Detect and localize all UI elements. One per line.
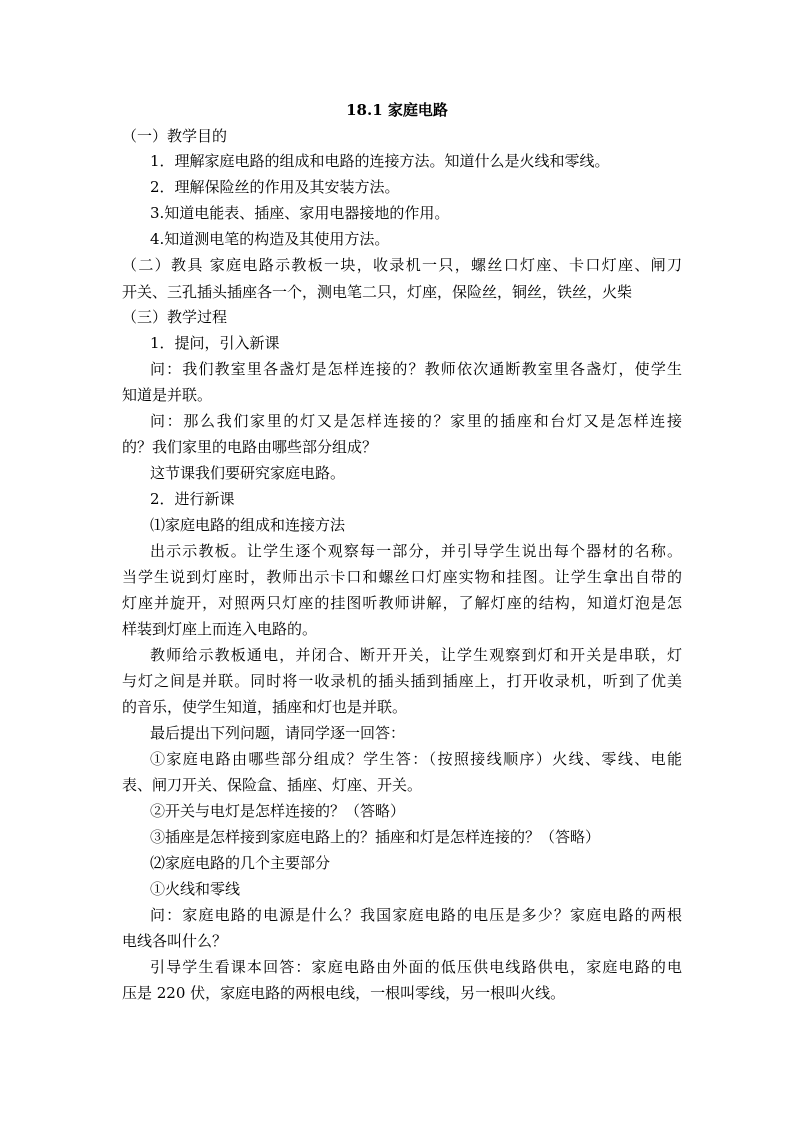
paragraph-line: 教师给示教板通电，并闭合、断开开关，让学生观察到灯和开关是串联，灯 <box>150 646 682 664</box>
objective-item-1: 1．理解家庭电路的组成和电路的连接方法。知道什么是火线和零线。 <box>150 152 610 170</box>
paragraph-line: 最后提出下列问题，请同学逐一回答： <box>150 724 406 742</box>
section-heading-objectives: （一）教学目的 <box>122 127 228 145</box>
paragraph-line: 的？我们家里的电路由哪些部分组成？ <box>122 438 378 456</box>
subsection-heading: ⑴家庭电路的组成和连接方法 <box>150 516 346 534</box>
objective-item-3: 3.知道电能表、插座、家用电器接地的作用。 <box>150 204 450 222</box>
paragraph-line: 与灯之间是并联。同时将一收录机的插头插到插座上，打开收录机，听到了优美 <box>122 672 682 690</box>
paragraph-line: 这节课我们要研究家庭电路。 <box>150 464 346 482</box>
question-item-1: ①家庭电路由哪些部分组成？学生答：（按照接线顺序）火线、零线、电能 <box>150 750 682 768</box>
paragraph-line: 引导学生看课本回答：家庭电路由外面的低压供电线路供电，家庭电路的电 <box>150 958 682 976</box>
paragraph-line: 灯座并旋开，对照两只灯座的挂图听教师讲解，了解灯座的结构，知道灯泡是怎 <box>122 594 682 612</box>
subsection-heading: ①火线和零线 <box>150 880 241 898</box>
paragraph-line: 样装到灯座上而连入电路的。 <box>122 620 318 638</box>
paragraph-line: 问：家庭电路的电源是什么？我国家庭电路的电压是多少？家庭电路的两根 <box>150 906 682 924</box>
question-item-1-continued: 表、闸刀开关、保险盒、插座、灯座、开关。 <box>122 776 423 794</box>
process-step-2: 2．进行新课 <box>150 490 235 508</box>
paragraph-line: 知道是并联。 <box>122 386 213 404</box>
paragraph-line: 问：我们教室里各盏灯是怎样连接的？教师依次通断教室里各盏灯，使学生 <box>150 360 682 378</box>
objective-item-2: 2．理解保险丝的作用及其安装方法。 <box>150 178 400 196</box>
section-heading-process: （三）教学过程 <box>122 308 228 326</box>
paragraph-line: 电线各叫什么？ <box>122 932 228 950</box>
objective-item-4: 4.知道测电笔的构造及其使用方法。 <box>150 230 390 248</box>
subsection-heading: ⑵家庭电路的几个主要部分 <box>150 854 331 872</box>
question-item-2: ②开关与电灯是怎样连接的？（答略） <box>150 802 406 820</box>
section-heading-equipment: （二）教具 家庭电路示教板一块，收录机一只，螺丝口灯座、卡口灯座、闸刀 <box>122 256 682 274</box>
document-title: 18.1 家庭电路 <box>346 101 448 119</box>
equipment-continued: 开关、三孔插头插座各一个，测电笔二只，灯座，保险丝，铜丝，铁丝，火柴 <box>122 283 633 301</box>
process-step-1: 1．提问，引入新课 <box>150 334 280 352</box>
question-item-3: ③插座是怎样接到家庭电路上的？插座和灯是怎样连接的？（答略） <box>150 828 601 846</box>
paragraph-line: 问：那么我们家里的灯又是怎样连接的？家里的插座和台灯又是怎样连接 <box>150 412 682 430</box>
paragraph-line: 当学生说到灯座时，教师出示卡口和螺丝口灯座实物和挂图。让学生拿出自带的 <box>122 568 682 586</box>
paragraph-line: 的音乐，使学生知道，插座和灯也是并联。 <box>122 698 408 716</box>
paragraph-line: 出示示教板。让学生逐个观察每一部分，并引导学生说出每个器材的名称。 <box>150 542 682 560</box>
paragraph-line: 压是 220 伏，家庭电路的两根电线，一根叫零线，另一根叫火线。 <box>122 984 566 1002</box>
